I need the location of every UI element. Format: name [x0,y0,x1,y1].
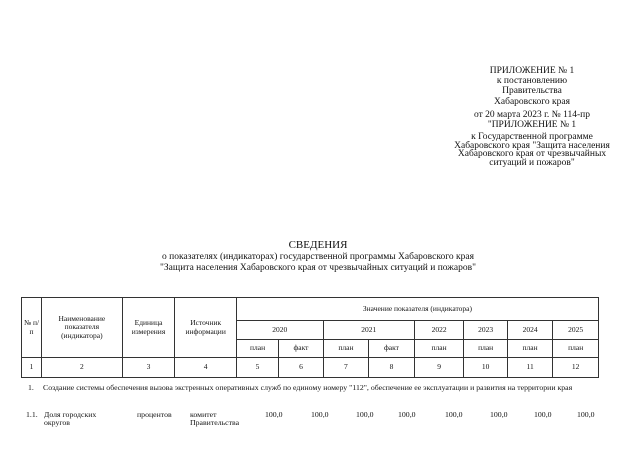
row-value: 100,0 [577,410,595,419]
appendix-line: от 20 марта 2023 г. № 114-пр [474,109,590,120]
document-subtitle: о показателях (индикаторах) государственной программы Хабаровского края [162,252,474,262]
column-numbers-row [22,358,599,378]
section-number: 1. [28,383,34,392]
table-row [0,411,640,435]
plan-header: план [414,340,464,358]
year-header: 2025 [553,321,599,340]
column-number: 12 [553,358,599,378]
plan-header: план [464,340,507,358]
appendix-header [436,66,628,168]
appendix-line: к постановлению [496,76,568,87]
section-text: Создание системы обеспечения вызова экстренных оперативных служб по единому номеру "112", обеспечение ее эксплуатации и развития на территории края [43,383,573,392]
header-unit: Единица измерения [122,298,175,358]
fact-header: факт [369,340,415,358]
header-value: Значение показателя (индикатора) [236,298,598,321]
column-number: 3 [122,358,175,378]
row-value: 100,0 [265,410,283,419]
column-number: 2 [42,358,122,378]
appendix-line: Хабаровского края от чрезвычайных [457,149,607,160]
indicators-table [21,297,599,378]
header-name: Наименование показателя (индикатора) [42,298,122,358]
column-number: 11 [507,358,553,378]
column-number: 8 [369,358,415,378]
row-value: 100,0 [490,410,508,419]
row-number: 1.1. [26,410,38,419]
row-source: комитет Правительства [190,410,240,428]
column-number: 1 [22,358,42,378]
row-name: Доля городских округов [44,410,97,428]
appendix-line: ситуаций и пожаров" [489,158,575,168]
year-header: 2024 [507,321,553,340]
document-heading [80,238,556,273]
appendix-line: к Государственной программе [471,132,593,143]
column-number: 6 [279,358,323,378]
plan-header: план [323,340,369,358]
appendix-line: ПРИЛОЖЕНИЕ № 1 [489,66,575,76]
document-subtitle: "Защита населения Хабаровского края от чрезвычайных ситуаций и пожаров" [160,262,476,273]
document-title: СВЕДЕНИЯ [288,239,348,251]
fact-header: факт [279,340,323,358]
plan-header: план [236,340,278,358]
row-unit: процентов [137,410,172,419]
year-header: 2022 [414,321,464,340]
column-number: 4 [175,358,236,378]
appendix-line: Правительства [502,86,562,97]
column-number: 7 [323,358,369,378]
column-number: 5 [236,358,278,378]
appendix-line: Хабаровского края [494,96,570,107]
row-value: 100,0 [356,410,374,419]
column-number: 9 [414,358,464,378]
plan-header: план [553,340,599,358]
year-header: 2020 [236,321,323,340]
header-source: Источник информации [175,298,236,358]
appendix-line: Хабаровского края "Защита населения [454,140,610,151]
column-number: 10 [464,358,507,378]
row-value: 100,0 [398,410,416,419]
plan-header: план [507,340,553,358]
year-header: 2021 [323,321,414,340]
row-value: 100,0 [445,410,463,419]
year-header: 2023 [464,321,507,340]
header-no: № п/п [22,298,42,358]
appendix-line: "ПРИЛОЖЕНИЕ № 1 [487,120,577,131]
row-value: 100,0 [534,410,552,419]
row-value: 100,0 [311,410,329,419]
